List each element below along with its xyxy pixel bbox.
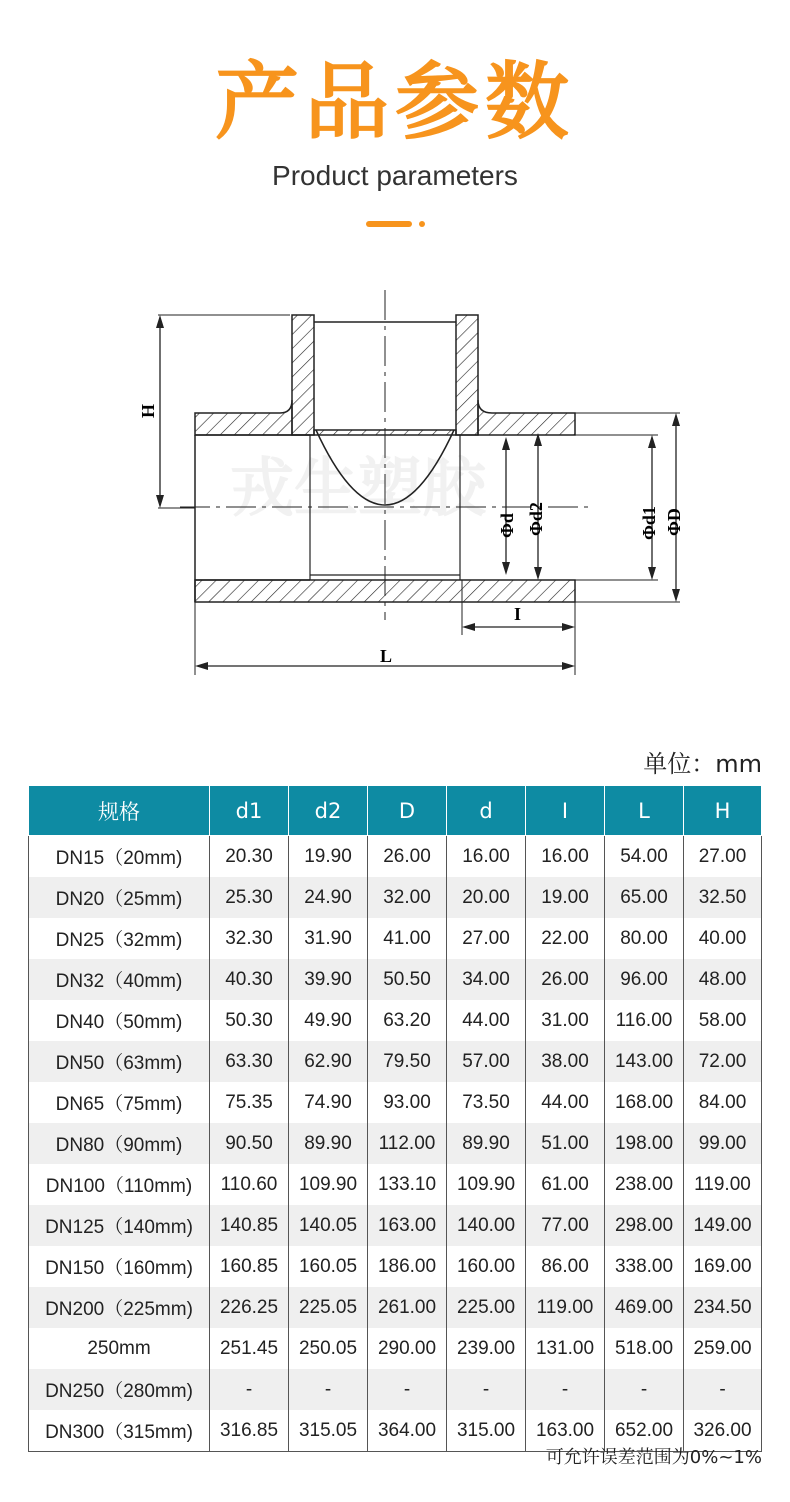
value-cell: 133.10 xyxy=(368,1164,447,1205)
value-cell: 160.05 xyxy=(289,1246,368,1287)
spec-cell: DN20（25mm) xyxy=(29,877,210,918)
value-cell: 48.00 xyxy=(684,959,762,1000)
column-header: H xyxy=(684,786,762,836)
spec-cell: DN65（75mm) xyxy=(29,1082,210,1123)
value-cell: 84.00 xyxy=(684,1082,762,1123)
value-cell: 34.00 xyxy=(447,959,526,1000)
value-cell: 90.50 xyxy=(210,1123,289,1164)
value-cell: 109.90 xyxy=(447,1164,526,1205)
spec-cell: DN50（63mm) xyxy=(29,1041,210,1082)
column-header: d2 xyxy=(289,786,368,836)
value-cell: 62.90 xyxy=(289,1041,368,1082)
value-cell: 27.00 xyxy=(447,918,526,959)
value-cell: 57.00 xyxy=(447,1041,526,1082)
label-phi-d1: Φd1 xyxy=(639,506,659,540)
unit-label: 单位：mm xyxy=(643,750,762,778)
table-row xyxy=(29,1369,762,1410)
spec-table xyxy=(28,785,762,1452)
value-cell: 89.90 xyxy=(289,1123,368,1164)
value-cell: 26.00 xyxy=(368,836,447,878)
label-I: I xyxy=(514,604,522,624)
column-header: d1 xyxy=(210,786,289,836)
label-phi-D: ΦD xyxy=(664,508,684,536)
value-cell: 140.00 xyxy=(447,1205,526,1246)
value-cell: 44.00 xyxy=(526,1082,605,1123)
value-cell: 27.00 xyxy=(684,836,762,878)
value-cell: 40.30 xyxy=(210,959,289,1000)
value-cell: 160.85 xyxy=(210,1246,289,1287)
table-row xyxy=(29,1123,762,1164)
value-cell: 38.00 xyxy=(526,1041,605,1082)
value-cell: 225.00 xyxy=(447,1287,526,1328)
value-cell: 109.90 xyxy=(289,1164,368,1205)
value-cell: 149.00 xyxy=(684,1205,762,1246)
value-cell: 338.00 xyxy=(605,1246,684,1287)
table-row xyxy=(29,918,762,959)
value-cell: 73.50 xyxy=(447,1082,526,1123)
column-header: L xyxy=(605,786,684,836)
value-cell: - xyxy=(368,1369,447,1410)
value-cell: 75.35 xyxy=(210,1082,289,1123)
spec-cell: 250mm xyxy=(29,1328,210,1369)
value-cell: 143.00 xyxy=(605,1041,684,1082)
value-cell: 72.00 xyxy=(684,1041,762,1082)
value-cell: 50.30 xyxy=(210,1000,289,1041)
spec-cell: DN300（315mm) xyxy=(29,1410,210,1452)
value-cell: - xyxy=(526,1369,605,1410)
value-cell: 63.30 xyxy=(210,1041,289,1082)
table-row xyxy=(29,1328,762,1369)
value-cell: - xyxy=(210,1369,289,1410)
spec-cell: DN15（20mm) xyxy=(29,836,210,878)
value-cell: 16.00 xyxy=(526,836,605,878)
branch-wall-left xyxy=(292,315,314,435)
column-header: d xyxy=(447,786,526,836)
table-row xyxy=(29,1164,762,1205)
value-cell: 186.00 xyxy=(368,1246,447,1287)
label-phi-d2: Φd2 xyxy=(526,502,546,536)
table-row xyxy=(29,877,762,918)
value-cell: 315.05 xyxy=(289,1410,368,1452)
value-cell: 326.00 xyxy=(684,1410,762,1452)
value-cell: 41.00 xyxy=(368,918,447,959)
spec-cell: DN40（50mm) xyxy=(29,1000,210,1041)
value-cell: 160.00 xyxy=(447,1246,526,1287)
value-cell: 238.00 xyxy=(605,1164,684,1205)
value-cell: 298.00 xyxy=(605,1205,684,1246)
table-row xyxy=(29,959,762,1000)
value-cell: 163.00 xyxy=(368,1205,447,1246)
value-cell: 89.90 xyxy=(447,1123,526,1164)
value-cell: - xyxy=(289,1369,368,1410)
value-cell: 74.90 xyxy=(289,1082,368,1123)
page-subtitle: Product parameters xyxy=(272,160,518,191)
value-cell: 54.00 xyxy=(605,836,684,878)
spec-cell: DN100（110mm) xyxy=(29,1164,210,1205)
spec-cell: DN80（90mm) xyxy=(29,1123,210,1164)
table-row xyxy=(29,1205,762,1246)
value-cell: 290.00 xyxy=(368,1328,447,1369)
value-cell: 25.30 xyxy=(210,877,289,918)
value-cell: 250.05 xyxy=(289,1328,368,1369)
value-cell: 19.90 xyxy=(289,836,368,878)
value-cell: 140.85 xyxy=(210,1205,289,1246)
value-cell: 22.00 xyxy=(526,918,605,959)
value-cell: 131.00 xyxy=(526,1328,605,1369)
value-cell: 31.90 xyxy=(289,918,368,959)
value-cell: 49.90 xyxy=(289,1000,368,1041)
value-cell: 20.00 xyxy=(447,877,526,918)
value-cell: 364.00 xyxy=(368,1410,447,1452)
table-row xyxy=(29,1041,762,1082)
spec-cell: DN250（280mm) xyxy=(29,1369,210,1410)
value-cell: 110.60 xyxy=(210,1164,289,1205)
column-header: I xyxy=(526,786,605,836)
column-header: D xyxy=(368,786,447,836)
value-cell: 198.00 xyxy=(605,1123,684,1164)
table-row xyxy=(29,1287,762,1328)
value-cell: 58.00 xyxy=(684,1000,762,1041)
value-cell: 315.00 xyxy=(447,1410,526,1452)
value-cell: 96.00 xyxy=(605,959,684,1000)
label-H: H xyxy=(138,403,158,418)
value-cell: 44.00 xyxy=(447,1000,526,1041)
value-cell: 31.00 xyxy=(526,1000,605,1041)
value-cell: 77.00 xyxy=(526,1205,605,1246)
value-cell: 239.00 xyxy=(447,1328,526,1369)
title-underline-dot xyxy=(419,221,425,227)
value-cell: 112.00 xyxy=(368,1123,447,1164)
page-title: 产品参数 xyxy=(214,53,575,151)
value-cell: 119.00 xyxy=(526,1287,605,1328)
value-cell: 469.00 xyxy=(605,1287,684,1328)
value-cell: 65.00 xyxy=(605,877,684,918)
value-cell: 20.30 xyxy=(210,836,289,878)
diagram-watermark: 戎生塑胶 xyxy=(230,452,486,526)
value-cell: 316.85 xyxy=(210,1410,289,1452)
value-cell: 119.00 xyxy=(684,1164,762,1205)
value-cell: 80.00 xyxy=(605,918,684,959)
value-cell: 652.00 xyxy=(605,1410,684,1452)
value-cell: 99.00 xyxy=(684,1123,762,1164)
value-cell: 168.00 xyxy=(605,1082,684,1123)
value-cell: 26.00 xyxy=(526,959,605,1000)
value-cell: 50.50 xyxy=(368,959,447,1000)
value-cell: - xyxy=(605,1369,684,1410)
value-cell: 169.00 xyxy=(684,1246,762,1287)
value-cell: 40.00 xyxy=(684,918,762,959)
value-cell: 32.30 xyxy=(210,918,289,959)
branch-wall-right xyxy=(456,315,478,435)
value-cell: 32.00 xyxy=(368,877,447,918)
value-cell: 259.00 xyxy=(684,1328,762,1369)
value-cell: - xyxy=(684,1369,762,1410)
value-cell: 225.05 xyxy=(289,1287,368,1328)
spec-cell: DN25（32mm) xyxy=(29,918,210,959)
value-cell: - xyxy=(447,1369,526,1410)
value-cell: 19.00 xyxy=(526,877,605,918)
spec-cell: DN150（160mm) xyxy=(29,1246,210,1287)
value-cell: 261.00 xyxy=(368,1287,447,1328)
value-cell: 79.50 xyxy=(368,1041,447,1082)
value-cell: 226.25 xyxy=(210,1287,289,1328)
spec-cell: DN125（140mm) xyxy=(29,1205,210,1246)
label-phi-d: Φd xyxy=(497,513,517,538)
table-header-row xyxy=(29,786,762,836)
column-header: 规格 xyxy=(29,786,210,836)
value-cell: 93.00 xyxy=(368,1082,447,1123)
spec-cell: DN32（40mm) xyxy=(29,959,210,1000)
table-row xyxy=(29,1000,762,1041)
value-cell: 86.00 xyxy=(526,1246,605,1287)
value-cell: 32.50 xyxy=(684,877,762,918)
value-cell: 16.00 xyxy=(447,836,526,878)
value-cell: 234.50 xyxy=(684,1287,762,1328)
title-underline-dash xyxy=(366,221,412,227)
value-cell: 140.05 xyxy=(289,1205,368,1246)
value-cell: 116.00 xyxy=(605,1000,684,1041)
tolerance-note: 可允许误差范围为0%~1% xyxy=(545,1447,762,1468)
tee-fitting-diagram xyxy=(120,280,700,700)
table-row xyxy=(29,1246,762,1287)
table-row xyxy=(29,836,762,878)
value-cell: 518.00 xyxy=(605,1328,684,1369)
value-cell: 163.00 xyxy=(526,1410,605,1452)
value-cell: 51.00 xyxy=(526,1123,605,1164)
spec-cell: DN200（225mm) xyxy=(29,1287,210,1328)
value-cell: 24.90 xyxy=(289,877,368,918)
label-L: L xyxy=(380,646,393,666)
value-cell: 63.20 xyxy=(368,1000,447,1041)
value-cell: 251.45 xyxy=(210,1328,289,1369)
table-row xyxy=(29,1082,762,1123)
value-cell: 61.00 xyxy=(526,1164,605,1205)
value-cell: 39.90 xyxy=(289,959,368,1000)
